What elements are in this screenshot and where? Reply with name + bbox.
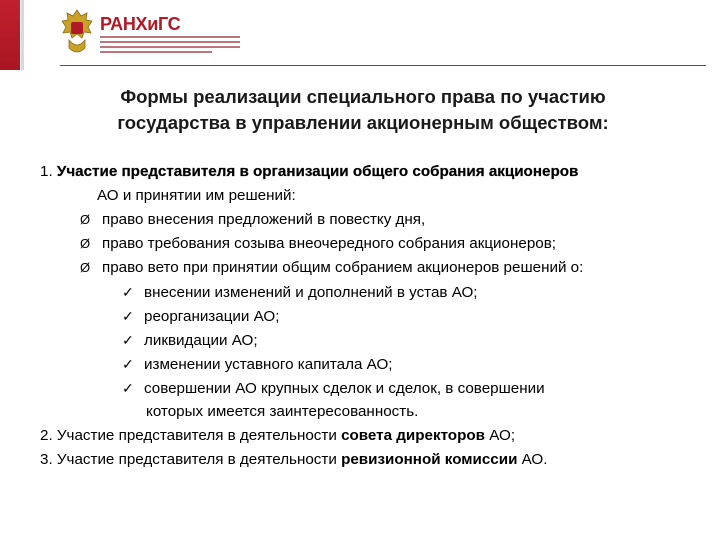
- checkmark-icon: ✓: [122, 356, 134, 372]
- checkmark-icon: ✓: [122, 308, 134, 324]
- item-3-emphasis: ревизионной комиссии: [341, 451, 518, 468]
- item-1-text: Участие представителя в организации общего собрания акционеров: [56, 163, 579, 180]
- item-2-emphasis: совета директоров: [341, 427, 485, 444]
- arrow-bullet-icon: Ø: [80, 212, 91, 227]
- list-item-2: 2. Участие представителя в деятельности совета директоров АО;: [40, 427, 516, 444]
- slide-body: [40, 160, 710, 472]
- item-1-continuation: АО и принятии им решений:: [97, 187, 296, 204]
- ranepa-logo: [60, 8, 310, 64]
- logo-wordmark: РАНХиГС: [100, 14, 181, 34]
- title-line-1: Формы реализации специального права по участию: [120, 86, 606, 107]
- list-item: ✓ реорганизации АО;: [40, 304, 710, 328]
- list-item: Ø право вето при принятии общим собранием акционеров решений о:: [40, 256, 710, 280]
- list-item-1: 1. Участие представителя в организации общего собрания акционеров: [40, 163, 579, 180]
- slide-title: [40, 84, 686, 136]
- list-item: Ø право внесения предложений в повестку дня,: [40, 208, 710, 232]
- list-item: ✓ ликвидации АО;: [40, 328, 710, 352]
- logo-subtitle-lines: [100, 36, 240, 56]
- arrow-bullet-icon: Ø: [80, 260, 91, 275]
- checkmark-icon: ✓: [122, 332, 134, 348]
- eagle-emblem-icon: [60, 8, 94, 58]
- checkmark-icon: ✓: [122, 284, 134, 300]
- checkmark-icon: ✓: [122, 380, 134, 396]
- red-accent-bar: [0, 0, 20, 70]
- list-item: ✓ изменении уставного капитала АО;: [40, 352, 710, 376]
- check-item-continuation: которых имеется заинтересованность.: [146, 403, 419, 420]
- list-item-3: 3. Участие представителя в деятельности ревизионной комиссии АО.: [40, 451, 548, 468]
- header-divider: [60, 65, 706, 66]
- title-line-2: государства в управлении акционерным обществом:: [117, 112, 609, 133]
- list-item: Ø право требования созыва внеочередного собрания акционеров;: [40, 232, 710, 256]
- arrow-bullet-icon: Ø: [80, 236, 91, 251]
- list-item: ✓ совершении АО крупных сделок и сделок, в совершении: [40, 376, 710, 400]
- list-item: ✓ внесении изменений и дополнений в устав АО;: [40, 280, 710, 304]
